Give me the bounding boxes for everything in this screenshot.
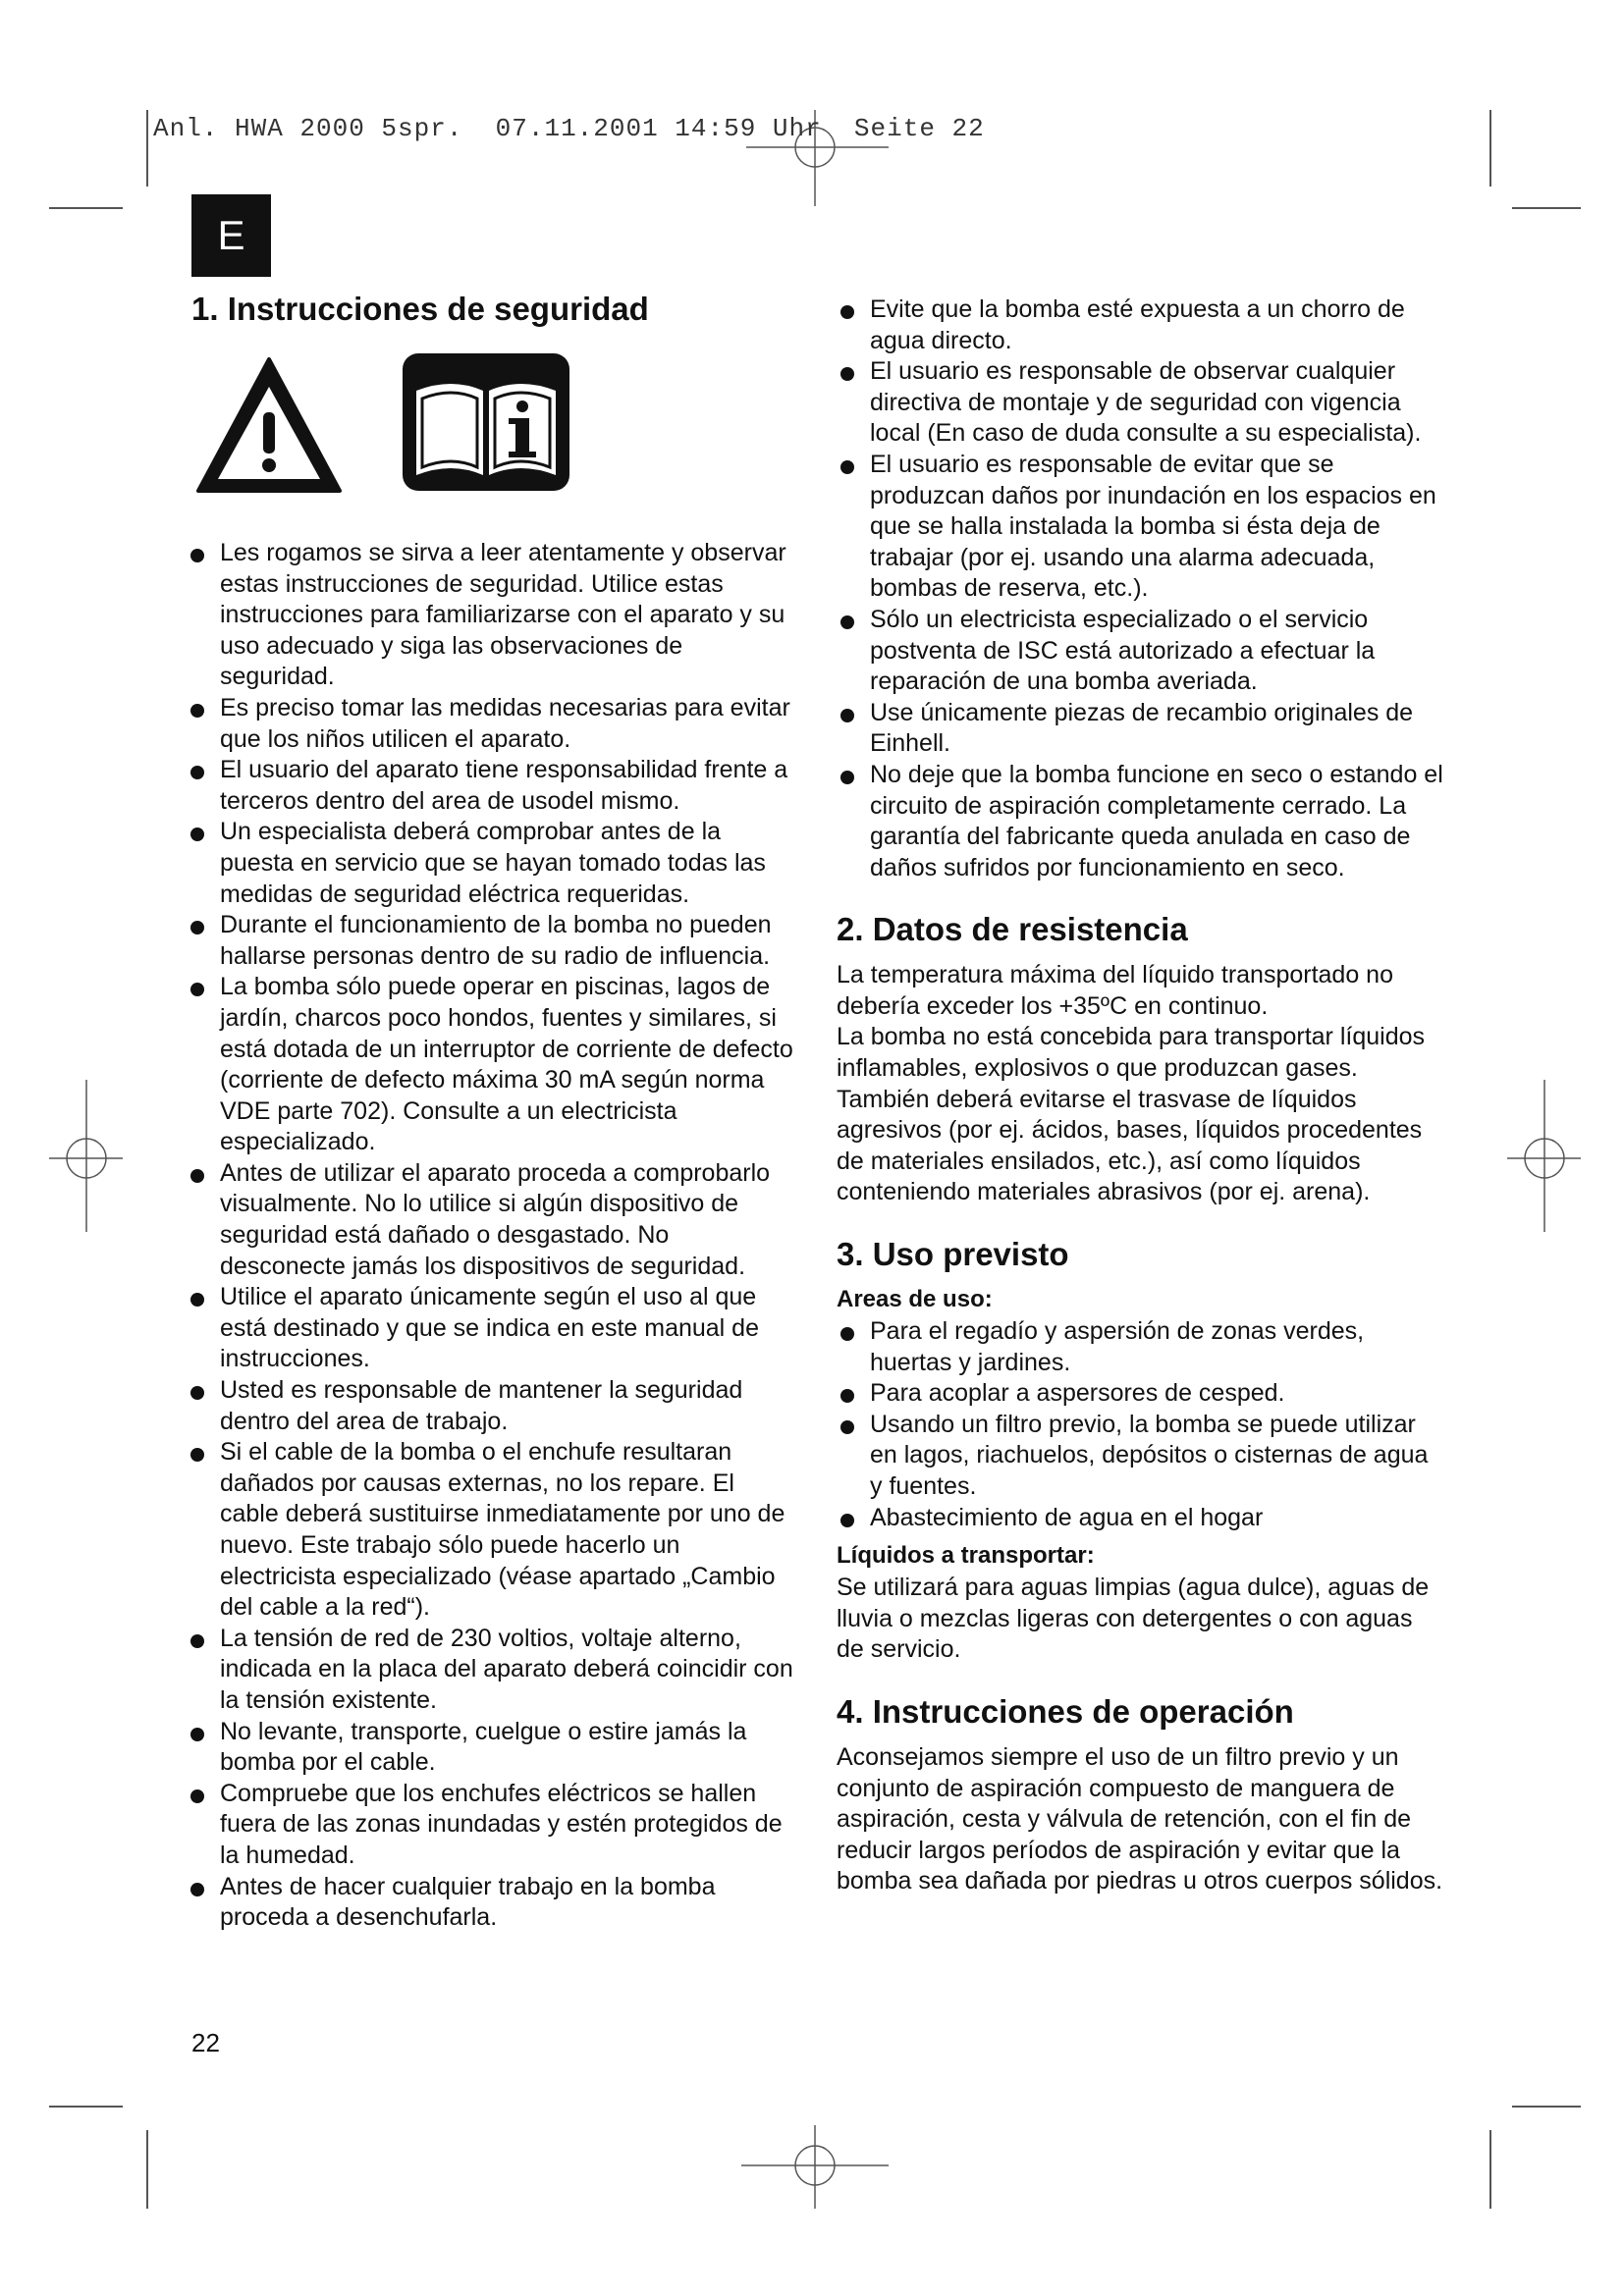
bullet-icon (190, 983, 204, 996)
list-item: Un especialista deberá comprobar antes de la puesta en servicio que se hayan tomado todas las medidas de seguridad eléctrica requeridas. (187, 817, 795, 910)
section-4-text: Aconsejamos siempre el uso de un filtro previo y un conjunto de aspiración compuesto de manguera de aspiración, cesta y válvula de retención, con el fin de reducir largos períodos de aspiración y evitar que la bomba sea dañada por piedras u otros cuerpos sólidos. (837, 1742, 1443, 1896)
bullet-icon (190, 1386, 204, 1400)
section-2-title: 2. Datos de resistencia (837, 911, 1188, 948)
bullet-icon (840, 709, 854, 722)
registration-mark-bottom (741, 2125, 889, 2209)
bullet-icon (840, 305, 854, 319)
bullet-icon (190, 1169, 204, 1183)
list-item: No levante, transporte, cuelgue o estire jamás la bomba por el cable. (187, 1717, 795, 1779)
section-3-title: 3. Uso previsto (837, 1236, 1069, 1273)
page-number: 22 (191, 2028, 220, 2057)
list-item: No deje que la bomba funcione en seco o estando el circuito de aspiración completamente cerrado. La garantía del fabricante queda anulada en caso de daños sufridos por funcionamiento en seco. (837, 760, 1445, 883)
list-item: El usuario es responsable de evitar que se produzcan daños por inundación en los espacios en que se halla instalada la bomba si ésta deja de trabajar (por ej. usando una alarma adecuada, bombas de reserva, etc.). (837, 450, 1445, 605)
list-item: Sólo un electricista especializado o el servicio postventa de ISC está autorizado a efectuar la reparación de una bomba averiada. (837, 605, 1445, 698)
bullet-icon (190, 549, 204, 562)
list-item: El usuario del aparato tiene responsabilidad frente a terceros dentro del area de usodel mismo. (187, 755, 795, 817)
bullet-icon (840, 367, 854, 381)
areas-subtitle: Areas de uso: (837, 1286, 993, 1313)
bullet-icon (190, 921, 204, 934)
list-item: Es preciso tomar las medidas necesarias para evitar que los niños utilicen el aparato. (187, 693, 795, 755)
bullet-icon (190, 1883, 204, 1896)
bullet-icon (190, 1728, 204, 1741)
safety-icons (194, 351, 587, 504)
section-4-title: 4. Instrucciones de operación (837, 1692, 1294, 1730)
list-item: Para acoplar a aspersores de cesped. (837, 1378, 1445, 1410)
registration-mark-right (1507, 1080, 1581, 1232)
bullet-icon (190, 704, 204, 718)
section-2-paragraph: También deberá evitarse el trasvase de líquidos agresivos (por ej. ácidos, bases, líquidos procedentes de materiales ensilados, etc.), así como líquidos conteniendo materiales abrasivos (por ej. arena). (837, 1085, 1423, 1206)
list-item: Abastecimiento de agua en el hogar (837, 1503, 1445, 1534)
bullet-icon (190, 1293, 204, 1307)
liquids-subtitle: Líquidos a transportar: (837, 1542, 1095, 1570)
section-2-paragraph: La bomba no está concebida para transportar líquidos inflamables, explosivos o que produzcan gases. (837, 1023, 1425, 1083)
bullet-icon (190, 1634, 204, 1648)
list-item: Usando un filtro previo, la bomba se puede utilizar en lagos, riachuelos, depósitos o cisternas de agua y fuentes. (837, 1410, 1445, 1503)
warning-triangle-icon (198, 359, 340, 491)
left-column (187, 538, 795, 1934)
right-column (837, 294, 1445, 1897)
safety-list-left (187, 538, 795, 1934)
read-manual-icon (403, 353, 569, 491)
list-item: El usuario es responsable de observar cualquier directiva de montaje y de seguridad con vigencia local (En caso de duda consulte a su especialista). (837, 356, 1445, 450)
list-item: Utilice el aparato únicamente según el uso al que está destinado y que se indica en este manual de instrucciones. (187, 1282, 795, 1375)
list-item: Les rogamos se sirva a leer atentamente y observar estas instrucciones de seguridad. Utilice estas instrucciones para familiarizarse con el aparato y su uso adecuado y siga las observaciones de seguridad. (187, 538, 795, 693)
bullet-icon (840, 1389, 854, 1403)
language-badge: E (191, 194, 271, 277)
bullet-icon (840, 771, 854, 784)
section-2-paragraph: La temperatura máxima del líquido transportado no debería exceder los +35ºC en continuo. (837, 961, 1393, 1020)
list-item: Para el regadío y aspersión de zonas verdes, huertas y jardines. (837, 1316, 1445, 1378)
list-item: Compruebe que los enchufes eléctricos se hallen fuera de las zonas inundadas y estén protegidos de la humedad. (187, 1779, 795, 1872)
print-slug: Anl. HWA 2000 5spr. 07.11.2001 14:59 Uhr Seite 22 (153, 114, 985, 143)
list-item: Use únicamente piezas de recambio originales de Einhell. (837, 698, 1445, 760)
safety-list-right (837, 294, 1445, 883)
list-item: Durante el funcionamiento de la bomba no pueden hallarse personas dentro de su radio de influencia. (187, 910, 795, 972)
list-item: Si el cable de la bomba o el enchufe resultaran dañados por causas externas, no los repare. El cable deberá sustituirse inmediatamente por uno de nuevo. Este trabajo sólo puede hacerlo un electricista especializado (véase apartado „Cambio del cable a la red“). (187, 1437, 795, 1624)
bullet-icon (840, 1514, 854, 1527)
list-item: La tensión de red de 230 voltios, voltaje alterno, indicada en la placa del aparato deberá coincidir con la tensión existente. (187, 1624, 795, 1717)
list-item: Antes de hacer cualquier trabajo en la bomba proceda a desenchufarla. (187, 1872, 795, 1934)
liquids-text: Se utilizará para aguas limpias (agua dulce), aguas de lluvia o mezclas ligeras con detergentes o con aguas de servicio. (837, 1574, 1430, 1664)
areas-list (837, 1316, 1445, 1533)
list-item: La bomba sólo puede operar en piscinas, lagos de jardín, charcos poco hondos, fuentes y similares, si está dotada de un interruptor de corriente de defecto (corriente de defecto máxima 30 mA según norma VDE parte 702). Consulte a un electricista especializado. (187, 972, 795, 1158)
bullet-icon (190, 1448, 204, 1462)
bullet-icon (190, 1789, 204, 1803)
bullet-icon (190, 766, 204, 779)
list-item: Evite que la bomba esté expuesta a un chorro de agua directo. (837, 294, 1445, 356)
bullet-icon (840, 615, 854, 629)
bullet-icon (840, 460, 854, 474)
section-1-title: 1. Instrucciones de seguridad (191, 291, 649, 327)
bullet-icon (840, 1327, 854, 1341)
list-item: Usted es responsable de mantener la seguridad dentro del area de trabajo. (187, 1375, 795, 1437)
list-item: Antes de utilizar el aparato proceda a comprobarlo visualmente. No lo utilice si algún dispositivo de seguridad está dañado o desgastado. No desconecte jamás los dispositivos de seguridad. (187, 1158, 795, 1282)
bullet-icon (190, 828, 204, 841)
bullet-icon (840, 1420, 854, 1434)
registration-mark-left (49, 1080, 123, 1232)
